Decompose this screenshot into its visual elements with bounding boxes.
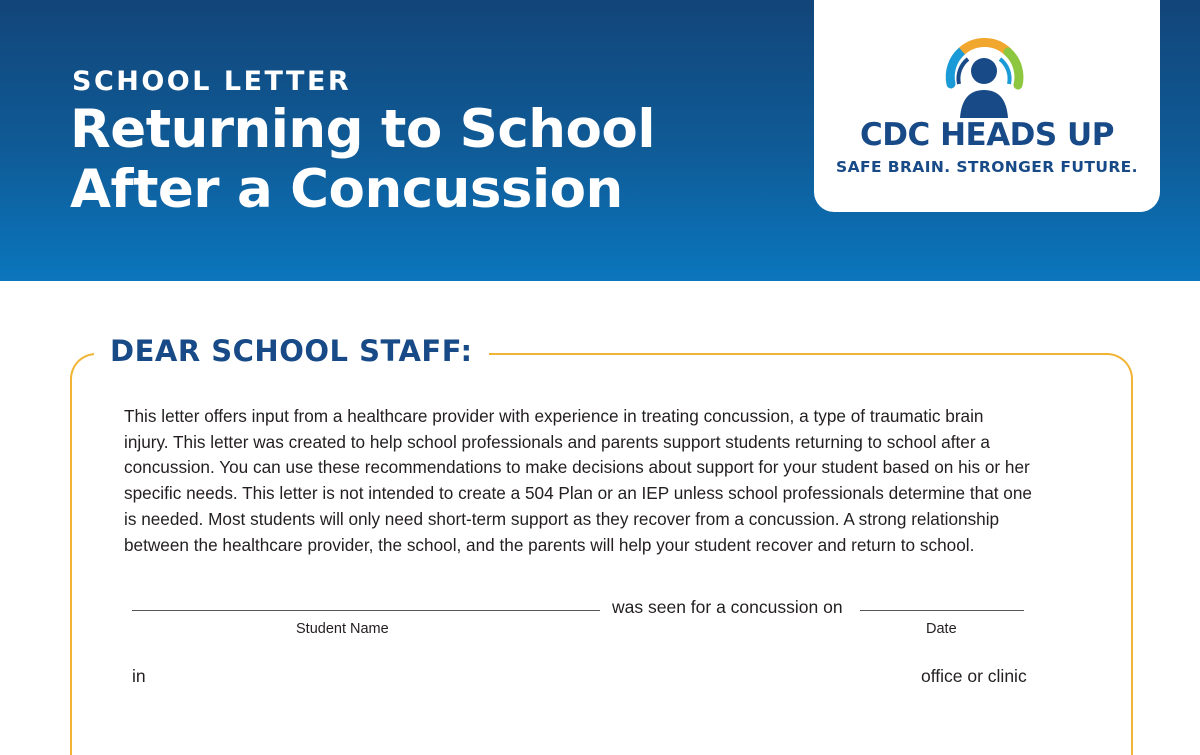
paragraph-line: specific needs. This letter is not intended to create a 504 Plan or an IEP unless school professionals determine that one	[124, 483, 1032, 504]
paragraph-line: is needed. Most students will only need short-term support as they recover from a concussion. A strong relationship	[124, 508, 1000, 529]
logo-tagline: SAFE BRAIN. STRONGER FUTURE.	[836, 158, 1138, 176]
date-label: Date	[926, 621, 957, 637]
seen-for-concussion-text: was seen for a concussion on	[612, 597, 843, 617]
paragraph-line: injury. This letter was created to help school professionals and parents support students returning to school after a	[124, 431, 990, 452]
student-name-field[interactable]	[132, 610, 600, 611]
document-type-label: SCHOOL LETTER	[72, 66, 352, 97]
document-title-line-1: Returning to School	[70, 99, 655, 160]
student-name-label: Student Name	[296, 621, 389, 637]
cdc-heads-up-logo	[814, 0, 1160, 212]
person-halo-icon	[938, 30, 1030, 122]
document-title	[70, 100, 770, 220]
paragraph-line: between the healthcare provider, the school, and the parents will help your student recover and return to school.	[124, 534, 975, 555]
document-title-line-2: After a Concussion	[70, 159, 623, 220]
in-text: in	[132, 666, 146, 686]
salutation-heading: DEAR SCHOOL STAFF:	[94, 334, 489, 368]
logo-wordmark: CDC HEADS UP	[860, 117, 1114, 153]
office-or-clinic-text: office or clinic	[921, 666, 1027, 686]
date-field[interactable]	[860, 610, 1024, 611]
letter-paragraph	[124, 404, 1114, 558]
paragraph-line: This letter offers input from a healthcare provider with experience in treating concussion, a type of traumatic brain	[124, 406, 984, 426]
paragraph-line: concussion. You can use these recommendations to make decisions about support for your student based on his or her	[124, 457, 1030, 478]
